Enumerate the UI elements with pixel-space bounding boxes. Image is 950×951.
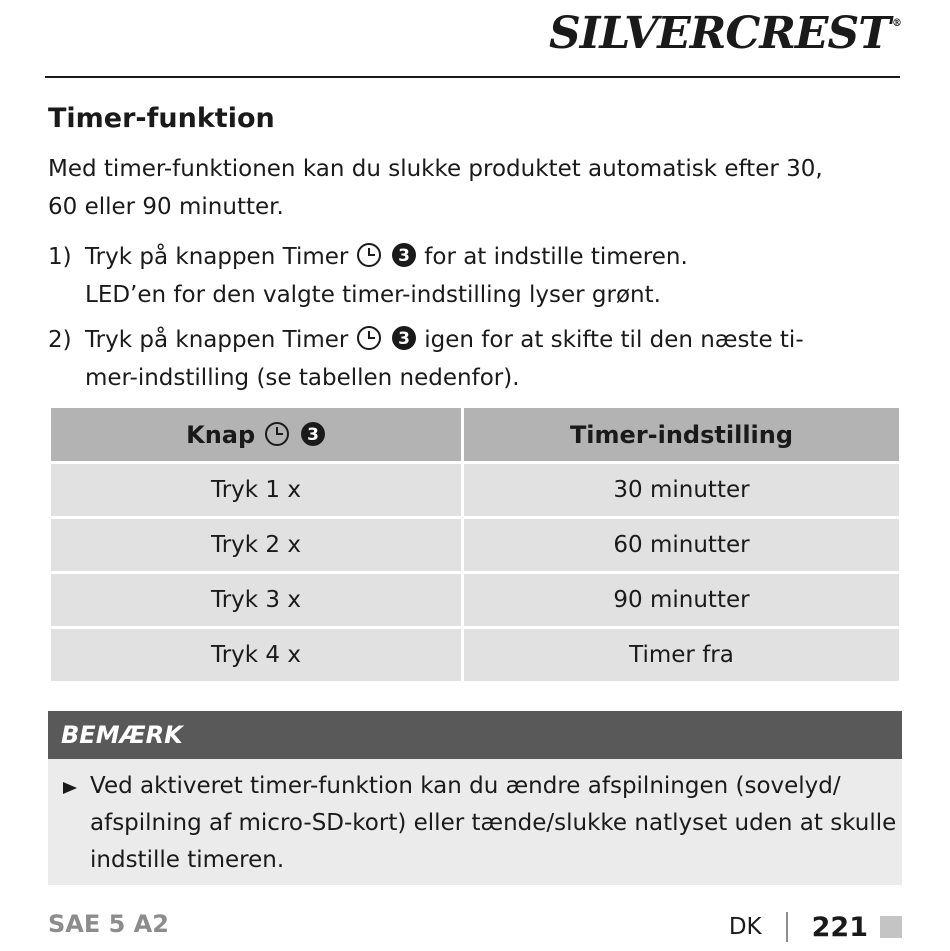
step-line <box>85 238 908 276</box>
badge-number: 3 <box>306 424 319 445</box>
page-number: 221 <box>811 911 868 943</box>
table-row <box>50 518 901 573</box>
step-line <box>85 321 908 359</box>
clock-icon <box>356 242 382 268</box>
section-title: Timer-funktion <box>48 103 275 134</box>
step-line: LED’en for den valgte timer-indstilling lyser grønt. <box>85 282 661 308</box>
clock-icon <box>356 325 382 351</box>
brand-name: SILVERCREST <box>549 8 890 59</box>
intro-line: 60 eller 90 minutter. <box>48 194 284 220</box>
arrow-right-icon <box>63 782 77 794</box>
step-item <box>48 321 908 397</box>
step-number: 2) <box>48 327 72 353</box>
cell-setting: 60 minutter <box>463 518 901 573</box>
footer-separator <box>786 912 788 942</box>
cell-press: Tryk 3 x <box>50 573 463 628</box>
step-text: igen for at skifte til den næste ti- <box>424 327 804 353</box>
cell-setting: 30 minutter <box>463 463 901 518</box>
cell-press: Tryk 1 x <box>50 463 463 518</box>
badge-number: 3 <box>398 329 410 349</box>
note-item <box>61 768 897 879</box>
brand-logo <box>549 4 902 64</box>
intro-paragraph <box>48 150 908 226</box>
clock-icon <box>264 421 290 447</box>
number-badge-icon <box>391 242 417 268</box>
note-line: indstille timeren. <box>90 847 285 873</box>
note-line: afspilning af micro-SD-kort) eller tænde/slukke natlyset uden at skulle <box>90 810 897 836</box>
cell-press: Tryk 2 x <box>50 518 463 573</box>
step-line: mer-indstilling (se tabellen nedenfor). <box>85 365 520 391</box>
table-header-row <box>50 407 901 463</box>
badge-number: 3 <box>398 246 410 266</box>
number-badge-icon <box>300 421 326 447</box>
column-header-button <box>50 407 463 463</box>
number-badge-icon <box>391 325 417 351</box>
cell-press: Tryk 4 x <box>50 628 463 683</box>
step-item <box>48 238 908 314</box>
timer-table <box>48 405 902 684</box>
table-row <box>50 463 901 518</box>
note-title: BEMÆRK <box>48 711 902 759</box>
header-label: Knap <box>186 420 256 449</box>
step-text: for at indstille timeren. <box>424 244 688 270</box>
table-row <box>50 573 901 628</box>
column-header-setting: Timer-indstilling <box>463 407 901 463</box>
footer-page-info <box>729 907 902 947</box>
header-divider <box>45 76 900 78</box>
step-number: 1) <box>48 244 72 270</box>
square-marker-icon <box>880 916 902 938</box>
step-text: Tryk på knappen Timer <box>85 327 349 353</box>
cell-setting: Timer fra <box>463 628 901 683</box>
table-row <box>50 628 901 683</box>
registered-mark: ® <box>892 18 902 29</box>
note-body <box>48 759 902 885</box>
model-number: SAE 5 A2 <box>48 910 169 938</box>
cell-setting: 90 minutter <box>463 573 901 628</box>
note-line: Ved aktiveret timer-funktion kan du ændre afspilningen (sovelyd/ <box>90 773 841 799</box>
intro-line: Med timer-funktionen kan du slukke produktet automatisk efter 30, <box>48 156 823 182</box>
instruction-steps <box>48 238 908 404</box>
language-code: DK <box>728 914 762 940</box>
step-text: Tryk på knappen Timer <box>85 244 349 270</box>
